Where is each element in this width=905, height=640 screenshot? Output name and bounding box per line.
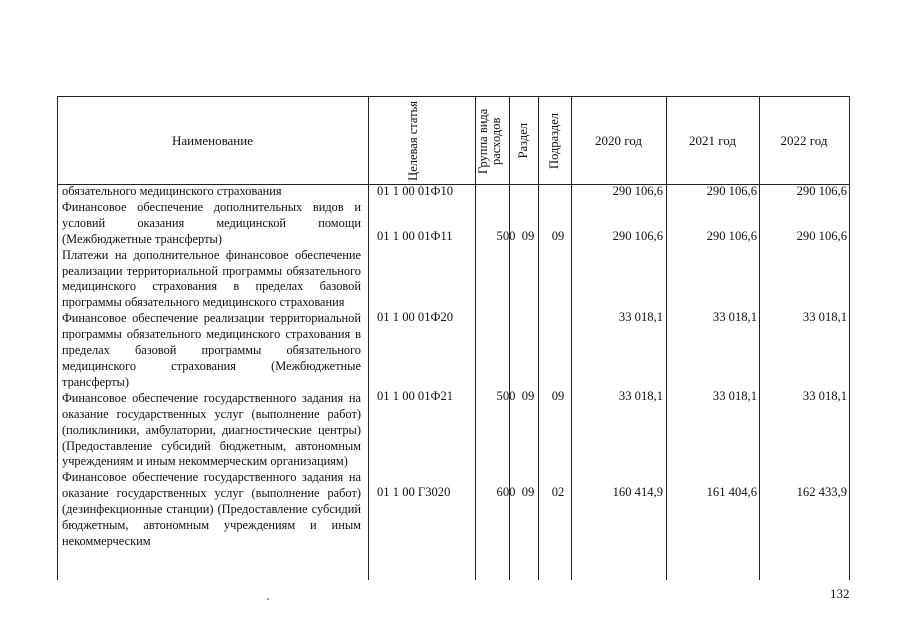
page-number: 132 bbox=[830, 586, 850, 601]
row-group: 500 bbox=[496, 229, 516, 243]
row-subsection: 02 bbox=[551, 485, 565, 499]
header-2021-text: 2021 год bbox=[689, 132, 736, 148]
name-item: обязательного медицинского страхования bbox=[62, 184, 282, 198]
row-2022: 290 106,6 bbox=[796, 229, 847, 243]
header-group-text: Группа вида расходов bbox=[476, 107, 504, 174]
header-section bbox=[509, 96, 538, 185]
row-2022: 33 018,1 bbox=[802, 310, 847, 324]
row-section: 09 bbox=[521, 485, 535, 499]
name-column bbox=[62, 184, 361, 550]
header-2022-text: 2022 год bbox=[780, 132, 828, 148]
row-2021: 33 018,1 bbox=[712, 310, 757, 324]
row-2020: 290 106,6 bbox=[612, 229, 663, 243]
name-item: Финансовое обеспечение государственного задания на оказание государственных услуг (выполнение работ) (поликлиники, амбулатории, диагностические центры) (Предоставление субсидий бюджетным, автономным учреждениям и иным некоммерческим организациям) bbox=[62, 390, 361, 469]
header-2022 bbox=[759, 96, 849, 185]
row-2022: 162 433,9 bbox=[796, 485, 847, 499]
header-subsection bbox=[538, 96, 571, 185]
header-name bbox=[57, 96, 368, 185]
header-2020 bbox=[571, 96, 666, 185]
name-item: Финансовое обеспечение государственного задания на оказание государственных услуг (выполнение работ) (дезинфекционные станции) (Предоставление субсидий бюджетным, автономным учреждениям и иным некоммерческим bbox=[62, 470, 361, 548]
header-group bbox=[475, 96, 509, 185]
row-subsection: 09 bbox=[551, 229, 565, 243]
row-2020: 33 018,1 bbox=[618, 389, 663, 403]
row-section: 09 bbox=[521, 389, 535, 403]
row-group: 600 bbox=[496, 485, 516, 499]
row-2020: 33 018,1 bbox=[618, 310, 663, 324]
row-group: 500 bbox=[496, 389, 516, 403]
header-2021 bbox=[666, 96, 759, 185]
row-code: 01 1 00 01Ф11 bbox=[377, 229, 453, 243]
row-code: 01 1 00 Г3020 bbox=[377, 485, 451, 499]
row-2020: 160 414,9 bbox=[612, 485, 663, 499]
header-target bbox=[368, 96, 475, 185]
row-code: 01 1 00 01Ф21 bbox=[377, 389, 454, 403]
row-code: 01 1 00 01Ф10 bbox=[377, 184, 454, 198]
row-section: 09 bbox=[521, 229, 535, 243]
header-2020-text: 2020 год bbox=[595, 132, 642, 148]
col-border-right bbox=[849, 96, 850, 580]
row-2021: 290 106,6 bbox=[706, 229, 757, 243]
row-2021: 161 404,6 bbox=[706, 485, 757, 499]
scan-speck bbox=[267, 598, 269, 600]
name-item: Финансовое обеспечение реализации территориальной программы обязательного медицинского страхования в пределах базовой программы обязательного медицинского страхования (Межбюджетные трансферты) bbox=[62, 311, 361, 389]
row-2022: 33 018,1 bbox=[802, 389, 847, 403]
header-target-text: Целевая статья bbox=[405, 100, 420, 181]
name-item: Финансовое обеспечение дополнительных видов и условий оказания медицинской помощи (Межбюджетные трансферты) bbox=[62, 199, 361, 246]
budget-table bbox=[57, 96, 849, 580]
row-subsection: 09 bbox=[551, 389, 565, 403]
header-name-text: Наименование bbox=[172, 132, 253, 148]
row-2022: 290 106,6 bbox=[796, 184, 847, 198]
header-section-text: Раздел bbox=[515, 122, 530, 159]
name-item: Платежи на дополнительное финансовое обеспечение реализации территориальной программы обязательного медицинского страхования в пределах базовой программы обязательного медицинского страхования bbox=[62, 247, 361, 310]
row-code: 01 1 00 01Ф20 bbox=[377, 310, 454, 324]
row-2021: 33 018,1 bbox=[712, 389, 757, 403]
row-2021: 290 106,6 bbox=[706, 184, 757, 198]
header-subsection-text: Подраздел bbox=[546, 112, 561, 169]
row-2020: 290 106,6 bbox=[612, 184, 663, 198]
